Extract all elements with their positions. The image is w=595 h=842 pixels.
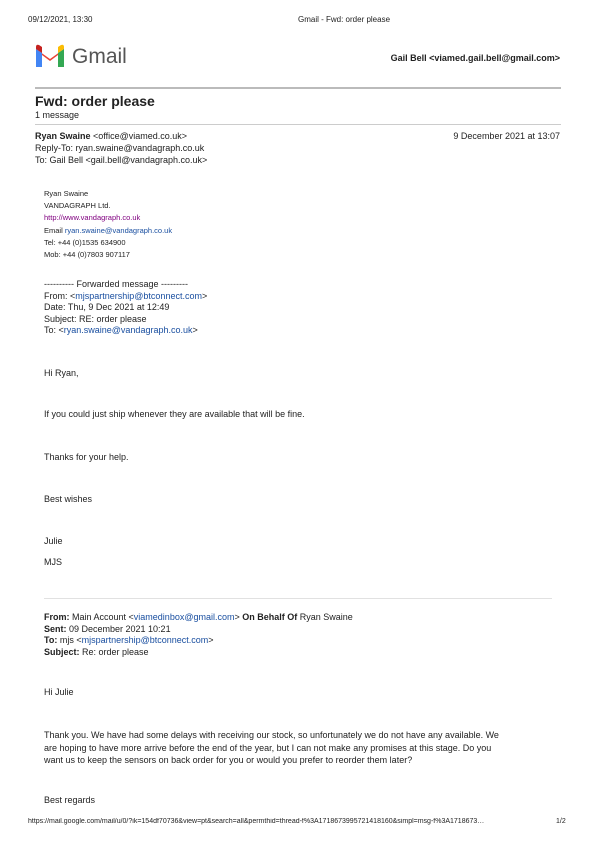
signature-mob: Mob: +44 (0)7803 907117 — [44, 250, 130, 260]
body1-line2: Thanks for your help. — [44, 452, 129, 462]
signature-website-link[interactable]: http://www.vandagraph.co.uk — [44, 213, 141, 223]
quoted-to: To: mjs <mjspartnership@btconnect.com> — [44, 635, 214, 645]
message-date: 9 December 2021 at 13:07 — [453, 131, 560, 141]
signature-block — [44, 188, 172, 261]
forwarded-from-email-link[interactable]: mjspartnership@btconnect.com — [75, 290, 202, 301]
forwarded-date: Date: Thu, 9 Dec 2021 at 12:49 — [44, 302, 170, 312]
account-label: Gail Bell <viamed.gail.bell@gmail.com> — [390, 53, 560, 63]
print-page-number: 1/2 — [556, 818, 566, 825]
print-datetime: 09/12/2021, 13:30 — [28, 15, 93, 24]
gmail-logo-icon — [34, 43, 66, 69]
quoted-sent: Sent: 09 December 2021 10:21 — [44, 623, 171, 634]
quoted-from-email-link[interactable]: viamedinbox@gmail.com — [133, 612, 235, 622]
signature-name: Ryan Swaine — [44, 189, 89, 198]
body1-company: MJS — [44, 557, 62, 567]
print-url: https://mail.google.com/mail/u/0/?ik=154df70736&view=pt&search=all&permthid=thread-f%3A1718673995721418160&simpl=msg-f%3A1718673… — [28, 818, 485, 825]
signature-tel: Tel: +44 (0)1535 634900 — [44, 237, 126, 247]
body1-greeting: Hi Ryan, — [44, 368, 79, 378]
quoted-header — [44, 612, 353, 658]
body2-closing: Best regards — [44, 795, 96, 805]
thread-subject: Fwd: order please — [35, 93, 155, 109]
quoted-divider — [44, 598, 552, 599]
forwarded-subject: Subject: RE: order please — [44, 313, 147, 324]
signature-company: VANDAGRAPH Ltd. — [44, 201, 111, 211]
subject-divider — [35, 124, 561, 125]
sender-name: Ryan Swaine — [35, 131, 91, 141]
body1-name: Julie — [44, 536, 63, 546]
body2-paragraph: Thank you. We have had some delays with receiving our stock, so unfortunately we do not have any available. We are hoping to have more arrive before the end of the year, but I can not make any promises at this stage. Do you want us to keep the sensors on back order for you or would you prefer to reorder them later? — [44, 730, 499, 765]
reply-to: Reply-To: ryan.swaine@vandagraph.co.uk — [35, 143, 205, 153]
signature-email-label: Email — [44, 225, 65, 235]
quoted-from: From: Main Account <viamedinbox@gmail.com> On Behalf Of Ryan Swaine — [44, 612, 353, 622]
gmail-logo-text: Gmail — [72, 45, 127, 68]
print-title: Gmail - Fwd: order please — [298, 15, 391, 24]
body2-greeting: Hi Julie — [44, 687, 74, 697]
forwarded-to: To: <ryan.swaine@vandagraph.co.uk> — [44, 325, 198, 335]
header-divider — [35, 87, 561, 89]
forwarded-to-email-link[interactable]: ryan.swaine@vandagraph.co.uk — [63, 325, 193, 335]
to-line: To: Gail Bell <gail.bell@vandagraph.co.uk> — [35, 155, 208, 165]
quoted-subject: Subject: Re: order please — [44, 646, 149, 657]
body1-line3: Best wishes — [44, 494, 93, 504]
forwarded-from: From: <mjspartnership@btconnect.com> — [44, 290, 208, 301]
forwarded-header — [44, 279, 207, 337]
sender-line — [35, 131, 187, 141]
signature-email-link[interactable]: ryan.swaine@vandagraph.co.uk — [64, 225, 173, 235]
body1-line1: If you could just ship whenever they are available that will be fine. — [44, 409, 305, 419]
forwarded-divider: ---------- Forwarded message --------- — [44, 279, 188, 289]
message-count: 1 message — [35, 110, 80, 120]
quoted-to-email-link[interactable]: mjspartnership@btconnect.com — [81, 635, 209, 645]
sender-email: <office@viamed.co.uk> — [93, 131, 188, 141]
